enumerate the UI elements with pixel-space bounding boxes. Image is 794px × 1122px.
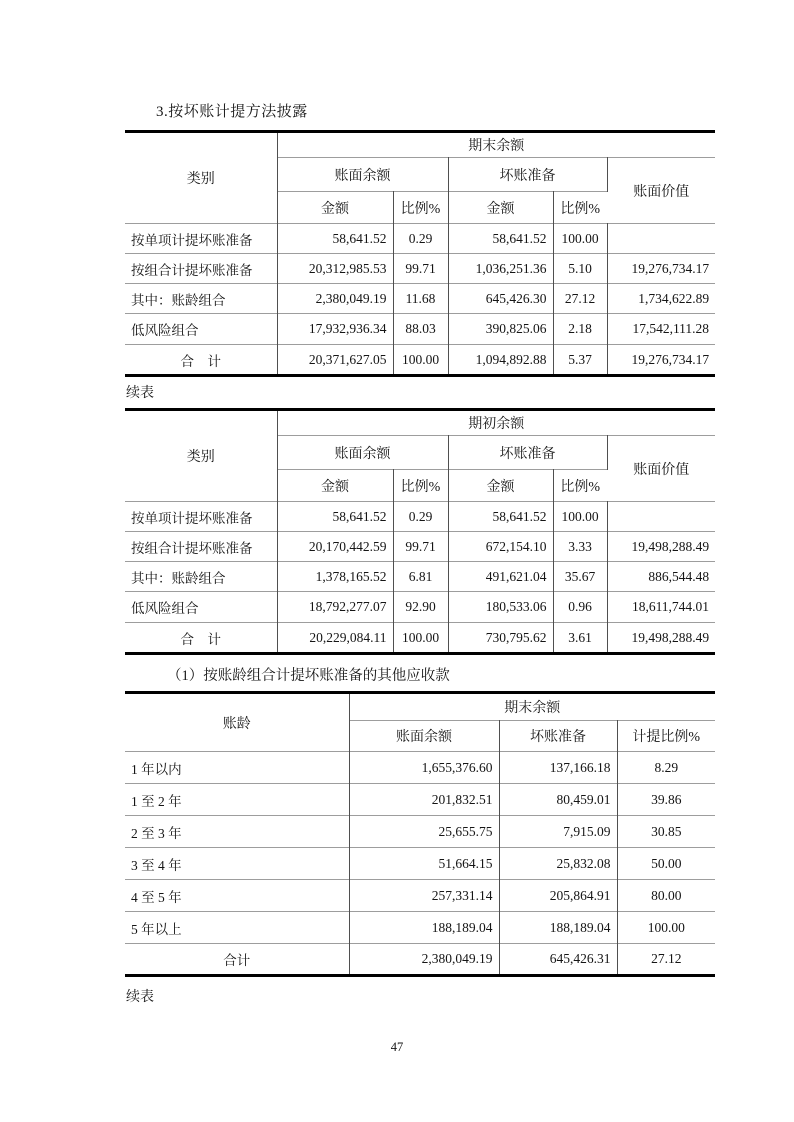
header-bad-debt: 坏账准备 xyxy=(448,436,607,470)
cell-carrying-value xyxy=(607,224,715,254)
cell-carrying-value: 18,611,744.01 xyxy=(607,592,715,623)
header-book-balance: 账面余额 xyxy=(277,436,448,470)
cell-provision-ratio: 3.61 xyxy=(553,623,607,654)
section-title: 3.按坏账计提方法披露 xyxy=(156,104,308,120)
cell-provision-ratio: 5.37 xyxy=(553,345,607,376)
cell-book-amount: 20,312,985.53 xyxy=(277,254,393,284)
cell-provision-ratio: 100.00 xyxy=(553,502,607,532)
cell-provision-amount: 491,621.04 xyxy=(448,562,553,592)
cell-book-balance: 25,655.75 xyxy=(349,816,499,848)
cell-book-balance: 201,832.51 xyxy=(349,784,499,816)
cell-book-amount: 1,378,165.52 xyxy=(277,562,393,592)
header-book-balance: 账面余额 xyxy=(277,158,448,192)
cell-provision: 645,426.31 xyxy=(499,944,617,976)
cell-provision-amount: 390,825.06 xyxy=(448,314,553,345)
cell-ratio: 80.00 xyxy=(617,880,715,912)
row-label: 4 至 5 年 xyxy=(125,880,349,912)
header-period: 期末余额 xyxy=(504,701,561,716)
continued-table-label: 续表 xyxy=(126,990,154,1005)
table-header-row xyxy=(125,132,715,158)
cell-book-amount: 2,380,049.19 xyxy=(277,284,393,314)
row-label: 1 至 2 年 xyxy=(125,784,349,816)
header-ratio: 比例% xyxy=(393,470,448,502)
cell-provision: 188,189.04 xyxy=(499,912,617,944)
table-row xyxy=(125,592,715,623)
header-bad-debt: 坏账准备 xyxy=(448,158,607,192)
header-amount: 金额 xyxy=(448,470,553,502)
table-row xyxy=(125,848,715,880)
cell-provision: 80,459.01 xyxy=(499,784,617,816)
table-row xyxy=(125,880,715,912)
row-label: 合 计 xyxy=(125,345,277,376)
header-ratio: 比例% xyxy=(553,192,607,224)
table-total-row xyxy=(125,345,715,376)
cell-provision-ratio: 2.18 xyxy=(553,314,607,345)
cell-book-balance: 188,189.04 xyxy=(349,912,499,944)
cell-provision-ratio: 3.33 xyxy=(553,532,607,562)
cell-provision-ratio: 100.00 xyxy=(553,224,607,254)
cell-ratio: 8.29 xyxy=(617,752,715,784)
table-row xyxy=(125,224,715,254)
aging-table-caption: （1）按账龄组合计提坏账准备的其他应收款 xyxy=(167,668,450,684)
cell-book-balance: 257,331.14 xyxy=(349,880,499,912)
row-label: 按组合计提坏账准备 xyxy=(125,532,277,562)
cell-book-amount: 58,641.52 xyxy=(277,502,393,532)
cell-ratio: 39.86 xyxy=(617,784,715,816)
table-ending-balance xyxy=(125,130,715,377)
cell-provision-amount: 730,795.62 xyxy=(448,623,553,654)
cell-provision-ratio: 5.10 xyxy=(553,254,607,284)
header-category: 类别 xyxy=(125,132,277,224)
cell-book-amount: 20,371,627.05 xyxy=(277,345,393,376)
cell-book-amount: 20,170,442.59 xyxy=(277,532,393,562)
cell-book-ratio: 0.29 xyxy=(393,224,448,254)
cell-carrying-value: 1,734,622.89 xyxy=(607,284,715,314)
cell-book-balance: 1,655,376.60 xyxy=(349,752,499,784)
cell-carrying-value: 19,498,288.49 xyxy=(607,532,715,562)
row-label: 合 计 xyxy=(125,623,277,654)
row-label: 2 至 3 年 xyxy=(125,816,349,848)
row-label: 1 年以内 xyxy=(125,752,349,784)
cell-book-balance: 2,380,049.19 xyxy=(349,944,499,976)
header-provision-ratio: 计提比例% xyxy=(617,721,715,752)
cell-ratio: 30.85 xyxy=(617,816,715,848)
cell-provision-amount: 1,094,892.88 xyxy=(448,345,553,376)
row-label: 3 至 4 年 xyxy=(125,848,349,880)
cell-provision: 25,832.08 xyxy=(499,848,617,880)
cell-book-ratio: 100.00 xyxy=(393,345,448,376)
row-label: 5 年以上 xyxy=(125,912,349,944)
table-row xyxy=(125,562,715,592)
cell-carrying-value xyxy=(607,502,715,532)
table-aging-analysis xyxy=(125,691,715,977)
cell-book-amount: 17,932,936.34 xyxy=(277,314,393,345)
table-row xyxy=(125,532,715,562)
header-bad-debt: 坏账准备 xyxy=(499,721,617,752)
table-row xyxy=(125,784,715,816)
continued-table-label: 续表 xyxy=(126,386,154,401)
cell-provision-ratio: 27.12 xyxy=(553,284,607,314)
cell-provision: 137,166.18 xyxy=(499,752,617,784)
header-carrying-value: 账面价值 xyxy=(607,436,715,502)
cell-book-ratio: 92.90 xyxy=(393,592,448,623)
table-row xyxy=(125,254,715,284)
row-label: 合计 xyxy=(125,944,349,976)
header-ratio: 比例% xyxy=(393,192,448,224)
table-row xyxy=(125,912,715,944)
cell-provision: 205,864.91 xyxy=(499,880,617,912)
table-row xyxy=(125,816,715,848)
cell-provision-ratio: 0.96 xyxy=(553,592,607,623)
cell-carrying-value: 17,542,111.28 xyxy=(607,314,715,345)
table-total-row xyxy=(125,944,715,976)
cell-carrying-value: 19,276,734.17 xyxy=(607,345,715,376)
cell-ratio: 100.00 xyxy=(617,912,715,944)
cell-provision-amount: 58,641.52 xyxy=(448,502,553,532)
table-row xyxy=(125,314,715,345)
table-header-row xyxy=(125,410,715,436)
header-period: 期初余额 xyxy=(468,417,525,432)
row-label: 按组合计提坏账准备 xyxy=(125,254,277,284)
header-amount: 金额 xyxy=(277,192,393,224)
cell-book-ratio: 11.68 xyxy=(393,284,448,314)
header-category: 类别 xyxy=(125,410,277,502)
table-row xyxy=(125,752,715,784)
row-label: 按单项计提坏账准备 xyxy=(125,224,277,254)
table-beginning-balance xyxy=(125,408,715,655)
row-label: 按单项计提坏账准备 xyxy=(125,502,277,532)
header-amount: 金额 xyxy=(277,470,393,502)
row-label: 低风险组合 xyxy=(125,314,277,345)
table-header-row xyxy=(125,693,715,721)
table-row xyxy=(125,502,715,532)
row-label: 低风险组合 xyxy=(125,592,277,623)
cell-provision: 7,915.09 xyxy=(499,816,617,848)
row-label: 其中：账龄组合 xyxy=(125,562,277,592)
cell-provision-amount: 672,154.10 xyxy=(448,532,553,562)
cell-provision-amount: 180,533.06 xyxy=(448,592,553,623)
header-ratio: 比例% xyxy=(553,470,607,502)
cell-book-ratio: 100.00 xyxy=(393,623,448,654)
header-amount: 金额 xyxy=(448,192,553,224)
header-period: 期末余额 xyxy=(468,139,525,154)
cell-book-ratio: 99.71 xyxy=(393,532,448,562)
cell-provision-ratio: 35.67 xyxy=(553,562,607,592)
cell-book-balance: 51,664.15 xyxy=(349,848,499,880)
table-row xyxy=(125,284,715,314)
cell-ratio: 50.00 xyxy=(617,848,715,880)
cell-book-ratio: 99.71 xyxy=(393,254,448,284)
header-aging: 账龄 xyxy=(125,693,349,752)
table-total-row xyxy=(125,623,715,654)
cell-book-amount: 18,792,277.07 xyxy=(277,592,393,623)
cell-book-ratio: 6.81 xyxy=(393,562,448,592)
cell-carrying-value: 886,544.48 xyxy=(607,562,715,592)
cell-ratio: 27.12 xyxy=(617,944,715,976)
cell-provision-amount: 58,641.52 xyxy=(448,224,553,254)
cell-book-ratio: 88.03 xyxy=(393,314,448,345)
page-number: 47 xyxy=(390,1040,404,1054)
cell-book-amount: 20,229,084.11 xyxy=(277,623,393,654)
cell-book-ratio: 0.29 xyxy=(393,502,448,532)
cell-carrying-value: 19,498,288.49 xyxy=(607,623,715,654)
row-label: 其中：账龄组合 xyxy=(125,284,277,314)
header-book-balance: 账面余额 xyxy=(349,721,499,752)
cell-carrying-value: 19,276,734.17 xyxy=(607,254,715,284)
header-carrying-value: 账面价值 xyxy=(607,158,715,224)
cell-provision-amount: 645,426.30 xyxy=(448,284,553,314)
cell-book-amount: 58,641.52 xyxy=(277,224,393,254)
cell-provision-amount: 1,036,251.36 xyxy=(448,254,553,284)
